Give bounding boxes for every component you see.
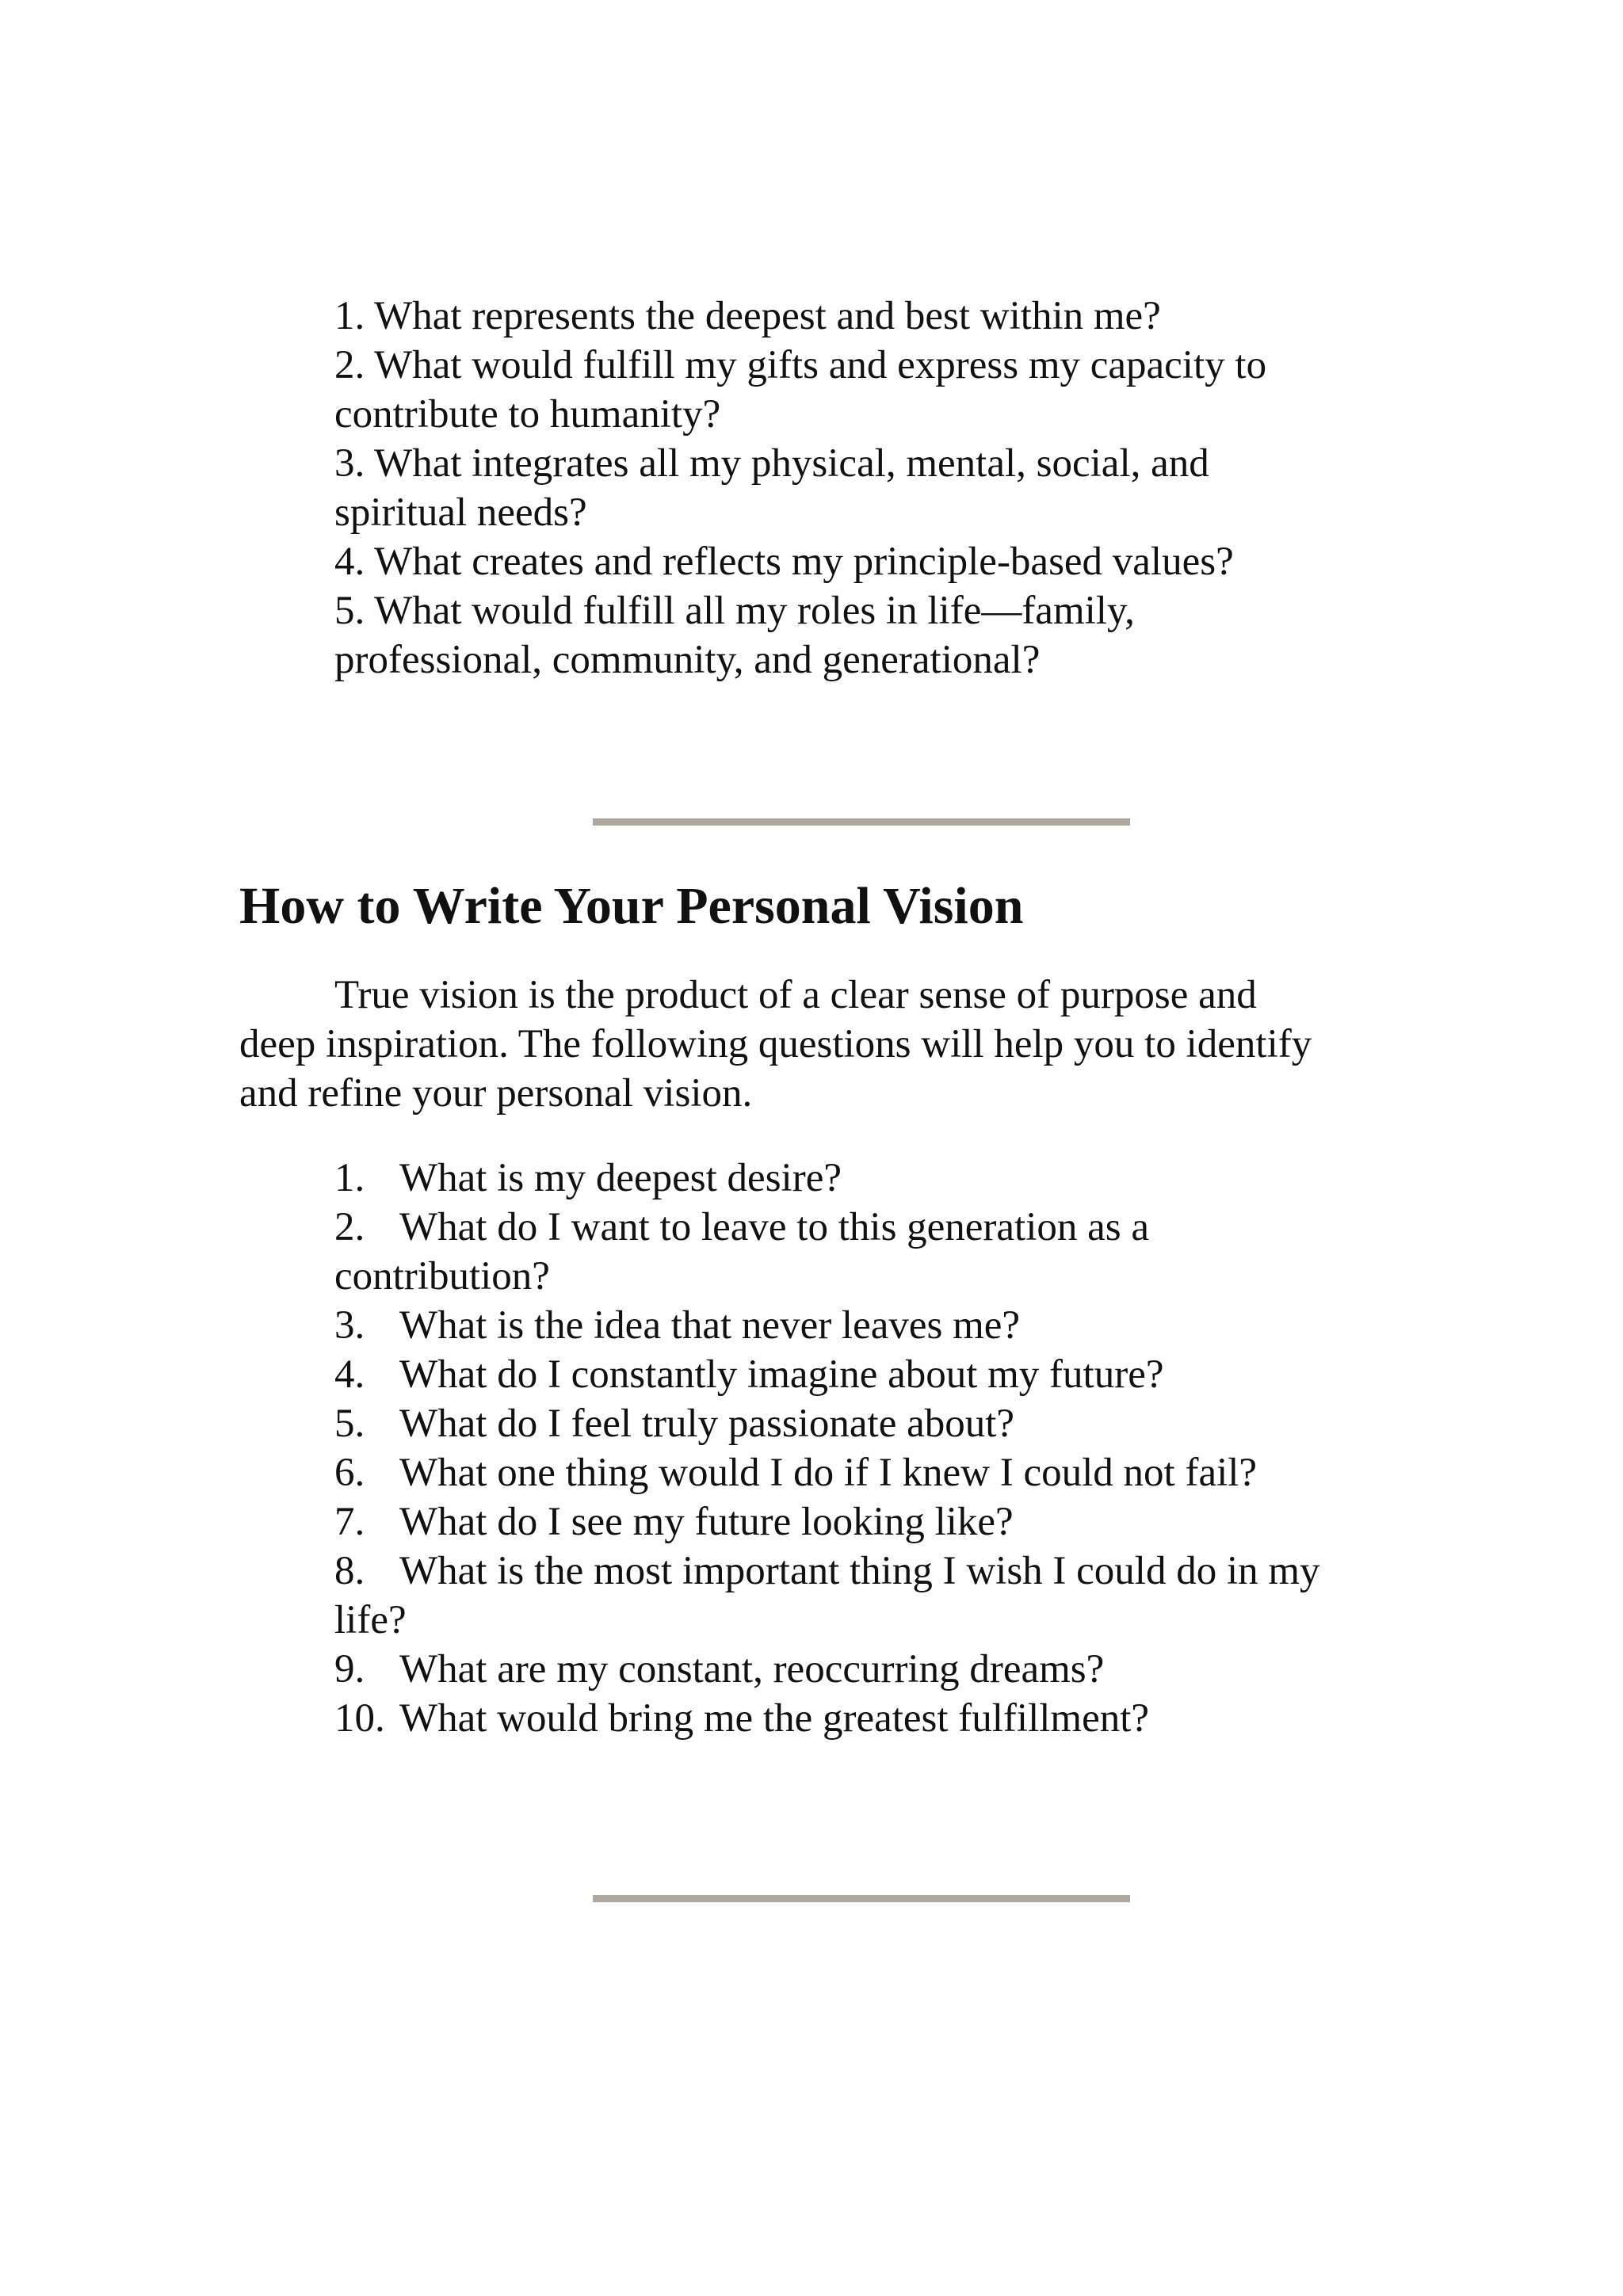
question-text: What are my constant, reoccurring dreams? — [399, 1647, 1105, 1691]
top-list-line: spiritual needs? — [334, 490, 587, 535]
top-list-line: professional, community, and generational? — [334, 638, 1041, 682]
question-item — [334, 1203, 1149, 1252]
question-number: 5. — [334, 1402, 365, 1446]
question-number: 10. — [334, 1696, 385, 1741]
section-divider — [593, 1895, 1130, 1902]
top-list-line: 4. What creates and reflects my principle-based values? — [334, 540, 1234, 584]
question-item — [334, 1547, 1320, 1596]
question-item — [334, 1350, 1163, 1399]
question-number: 9. — [334, 1647, 365, 1691]
section-divider — [593, 818, 1130, 826]
question-number: 8. — [334, 1549, 365, 1593]
intro-paragraph-line: True vision is the product of a clear sense of purpose and — [334, 973, 1257, 1017]
section-heading: How to Write Your Personal Vision — [239, 877, 1024, 935]
question-item — [334, 1399, 1014, 1448]
question-text: life? — [334, 1598, 407, 1642]
question-text: What would bring me the greatest fulfillment? — [399, 1696, 1150, 1741]
question-item-continuation — [334, 1596, 407, 1645]
intro-paragraph-line: deep inspiration. The following questions will help you to identify — [239, 1022, 1312, 1066]
question-item — [334, 1645, 1104, 1694]
question-item — [334, 1694, 1149, 1743]
top-list-line: 3. What integrates all my physical, mental, social, and — [334, 441, 1209, 486]
top-list-line: 2. What would fulfill my gifts and express my capacity to — [334, 343, 1267, 387]
question-text: What is the idea that never leaves me? — [399, 1303, 1021, 1348]
question-text: contribution? — [334, 1254, 550, 1299]
question-number: 3. — [334, 1303, 365, 1348]
question-text: What is the most important thing I wish I could do in my — [399, 1549, 1320, 1593]
question-text: What do I want to leave to this generation as a — [399, 1205, 1150, 1249]
question-item — [334, 1448, 1257, 1497]
question-text: What one thing would I do if I knew I could not fail? — [399, 1451, 1258, 1495]
question-item — [334, 1497, 1014, 1547]
question-text: What is my deepest desire? — [399, 1156, 842, 1200]
question-item — [334, 1301, 1020, 1350]
question-text: What do I constantly imagine about my future? — [399, 1352, 1164, 1397]
question-number: 7. — [334, 1500, 365, 1544]
question-number: 6. — [334, 1451, 365, 1495]
question-number: 1. — [334, 1156, 365, 1200]
question-number: 4. — [334, 1352, 365, 1397]
intro-paragraph-line: and refine your personal vision. — [239, 1071, 753, 1116]
question-item-continuation — [334, 1252, 550, 1301]
question-item — [334, 1154, 842, 1203]
top-list-line: 1. What represents the deepest and best within me? — [334, 294, 1161, 338]
question-text: What do I see my future looking like? — [399, 1500, 1014, 1544]
top-list-line: contribute to humanity? — [334, 392, 721, 437]
question-text: What do I feel truly passionate about? — [399, 1402, 1015, 1446]
top-list-line: 5. What would fulfill all my roles in life—family, — [334, 589, 1135, 633]
question-number: 2. — [334, 1205, 365, 1249]
